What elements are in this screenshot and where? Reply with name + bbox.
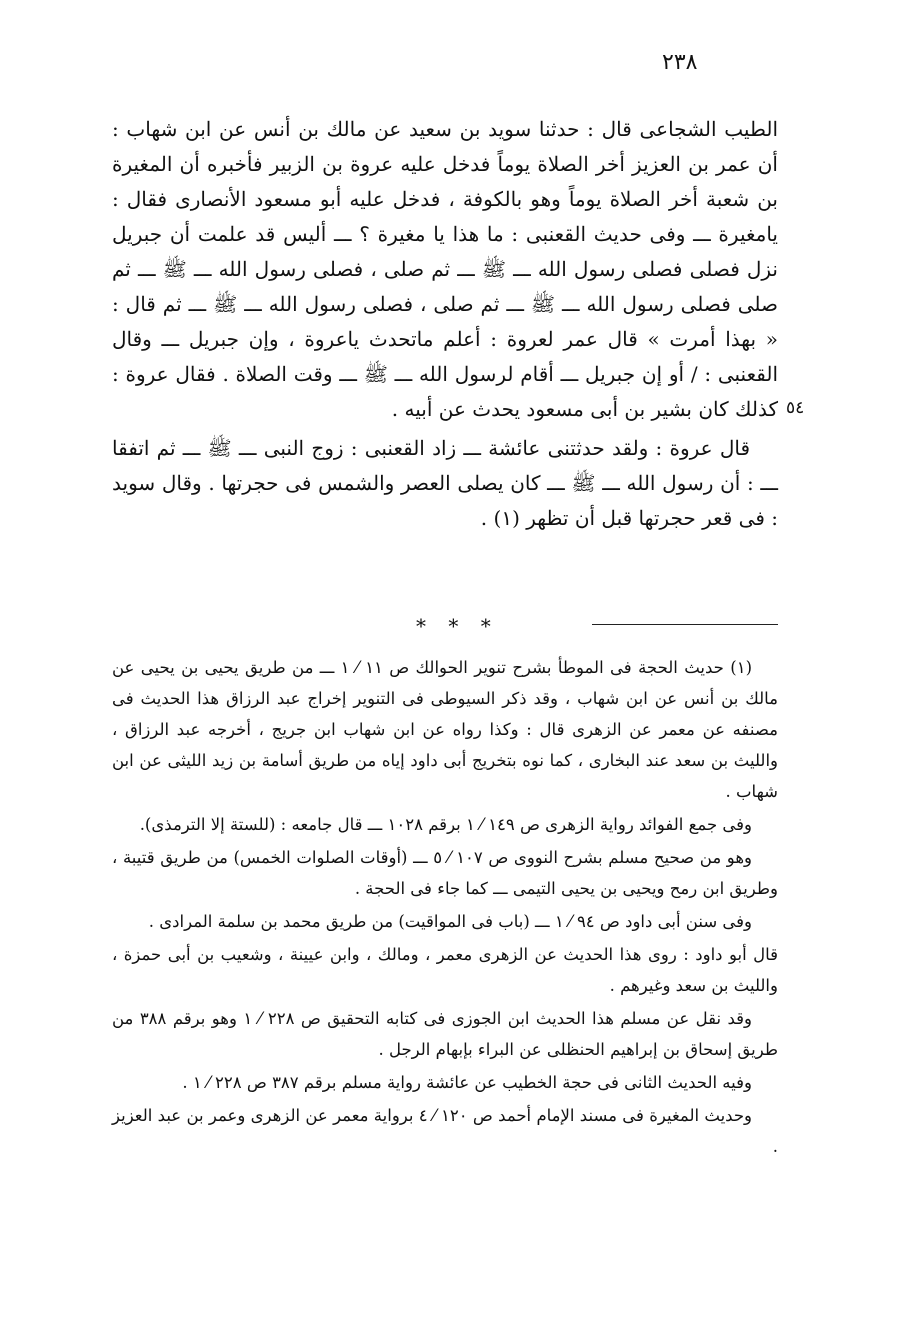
footnote-paragraph: (١) حديث الحجة فى الموطأ بشرح تنوير الحوالك ص ١١ ⁄ ١ ـــ من طريق يحيى بن يحيى عن مالك بن أنس عن ابن شهاب ، وقد ذكر السيوطى فى التنوير إخراج عبد الرزاق هذا الحديث فى مصنفه عن معمر عن الزهرى قال : وكذا رواه عن ابن شهاب ابن جريج ، أخرجه عبد الرزاق ، والليث بن سعد عند البخارى ، كما نوه بتخريج أبى داود إياه من طريق أسامة بن زيد الليثى عن ابن شهاب . bbox=[112, 658, 778, 801]
footnote-rule bbox=[592, 624, 778, 625]
footnote-paragraph: قال أبو داود : روى هذا الحديث عن الزهرى معمر ، ومالك ، وابن عيينة ، وشعيب بن أبى حمزة ، والليث بن سعد وغيرهم . bbox=[112, 945, 778, 995]
section-stars: * * * bbox=[416, 614, 499, 638]
footnote-paragraph: وحديث المغيرة فى مسند الإمام أحمد ص ١٢٠ ⁄ ٤ برواية معمر عن الزهرى وعمر بن عبد العزيز . bbox=[112, 1106, 778, 1156]
footnote-paragraph: وفى سنن أبى داود ص ٩٤ ⁄ ١ ـــ (باب فى المواقيت) من طريق محمد بن سلمة المرادى . bbox=[148, 912, 752, 931]
margin-number: ٥٤ bbox=[786, 398, 805, 418]
footnote-paragraph: وقد نقل عن مسلم هذا الحديث ابن الجوزى فى كتابه التحقيق ص ٢٢٨ ⁄ ١ وهو برقم ٣٨٨ من طريق إسحاق بن إبراهيم الحنظلى عن البراء بإبهام الرجل . bbox=[112, 1009, 778, 1059]
footnote-separator bbox=[112, 612, 778, 642]
main-paragraph: الطيب الشجاعى قال : حدثنا سويد بن سعيد عن مالك بن أنس عن ابن شهاب : أن عمر بن العزيز أخر الصلاة يوماً فدخل عليه عروة بن الزبير فأخبره أن المغيرة بن شعبة أخر الصلاة يوماً وهو بالكوفة ، فدخل عليه أبو مسعود الأنصارى فقال : يامغيرة ـــ وفى حديث القعنبى : ما هذا يا مغيرة ؟ ـــ أليس قد علمت أن جبريل نزل فصلى فصلى رسول الله ـــ ﷺ ـــ ثم صلى ، فصلى رسول الله ـــ ﷺ ـــ ثم صلى فصلى رسول الله ـــ ﷺ ـــ ثم صلى ، فصلى رسول الله ـــ ﷺ ـــ ثم قال : « بهذا أمرت » قال عمر لعروة : أعلم ماتحدث ياعروة ، وإن جبريل ـــ وقال القعنبى : / أو إن جبريل ـــ أقام لرسول الله ـــ ﷺ ـــ وقت الصلاة . فقال عروة : كذلك كان بشير بن أبى مسعود يحدث عن أبيه . bbox=[112, 117, 778, 421]
main-paragraph: قال عروة : ولقد حدثتنى عائشة ـــ زاد القعنبى : زوج النبى ـــ ﷺ ـــ ثم اتفقا ـــ : أن رسول الله ـــ ﷺ ـــ كان يصلى العصر والشمس فى حجرتها . وقال سويد : فى قعر حجرتها قبل أن تظهر (١) . bbox=[112, 436, 778, 530]
footnote-paragraph: وفيه الحديث الثانى فى حجة الخطيب عن عائشة رواية مسلم برقم ٣٨٧ ص ٢٢٨ ⁄ ١ . bbox=[182, 1073, 752, 1092]
main-text bbox=[112, 112, 778, 536]
footnotes bbox=[112, 652, 778, 1164]
footnote-paragraph: وهو من صحيح مسلم بشرح النووى ص ١٠٧ ⁄ ٥ ـــ (أوقات الصلوات الخمس) من طريق قتيبة ، وطريق ابن رمح ويحيى بن يحيى التيمى ـــ كما جاء فى الحجة . bbox=[112, 848, 778, 898]
footnote-paragraph: وفى جمع الفوائد رواية الزهرى ص ١٤٩ ⁄ ١ برقم ١٠٢٨ ـــ قال جامعه : (للستة إلا الترمذى). bbox=[139, 815, 752, 834]
page-number: ٢٣٨ bbox=[662, 50, 698, 75]
